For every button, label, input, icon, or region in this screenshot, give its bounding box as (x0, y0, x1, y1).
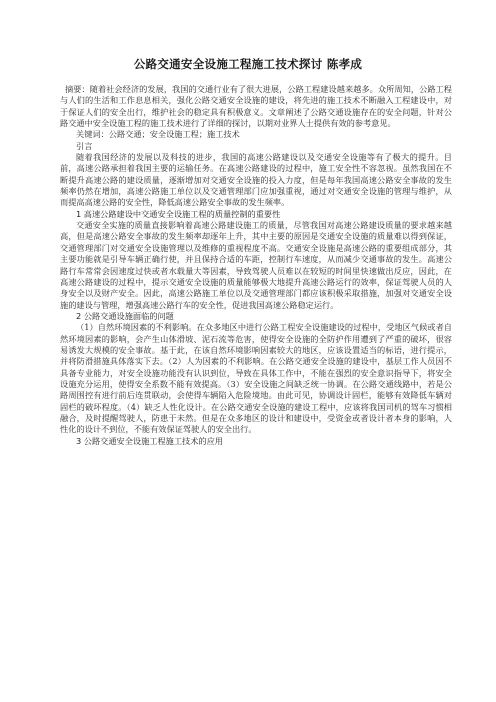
section-1-heading: 1 高速公路建设中交通安全设施工程的质量控制的重要性 (76, 208, 281, 219)
intro-heading: 引言 (76, 140, 93, 151)
section-1-paragraph: 交通安全实施的质量直接影响着高速公路建设施工的质量，尽管我国对高速公路建设质量的要求越来越高，但是高速公路安全事故的发生频率却逐年上升，其中主要的原因是交通安全设施的质量难以得到保证，交通管理部门对交通安全设施管理以及维修的重视程度不高。交通安全设施是高速公路的重要组成部分，其主要功能就是引导车辆正确行使，并且保持合适的车距，控制行车速度，从而减少交通事故的发生。高速公路行车常常会因速度过快或者水载量大等因素，导致驾驶人员难以在较短的时间里快速做出反应，因此，在高速公路建设的过程中，提示交通安全设施的质量能够极大地提升高速公路运行的效率，保证驾驶人员的人身安全以及财产安全。因此，高速公路施工单位以及交通管理部门都应该积极采取措施，加强对交通安全设施的建设与管理，增强高速公路行车的安全性，促进我国高速公路稳定运行。 (60, 220, 452, 310)
keywords-paragraph: 关键词：公路交通；安全设施工程；施工技术 (76, 129, 240, 140)
page-title: 公路交通安全设施工程施工技术探讨 陈孝成 (133, 57, 363, 71)
article-body (60, 84, 452, 447)
section-3-heading: 3 公路交通安全设施工程施工技术的应用 (76, 435, 223, 446)
section-2-paragraph: （1）自然环境因素的不利影响。在众多地区中进行公路工程安全设施建设的过程中，受地区气候或者自然环境因素的影响，会产生山体滑坡、泥石流等危害，使得安全设施的全防护作用遭到了严重的破坏，很容易诱发大规模的安全事故。基于此，在该自然环境影响因素较大的地区，应该设置适当的标语，进行提示，并将防滑措施具体落实下去。（2）人为因素的不利影响。在公路交通安全设施的建设中，基层工作人员因不具备专业能力，对安全设施功能没有认识到位，导致在具体工作中，不能在强烈的安全意识指导下，将安全设施充分运用，使得安全系数不能有效提高。（3）安全设施之间缺乏统一协调。在公路交通线路中，若是公路周围控有进行前后连贯联动，会使得车辆陷入危险境地。由此可见，协调设计固栏，能够有效降低车辆对固栏的破坏程度。（4）缺乏人性化设计。在公路交通安全设施的建设工程中，应该将我国司机的驾车习惯相融合，及时提醒驾驶人，防患于未然。但是在众多地区的设计和建设中，受资金或者设计者本身的影响，人性化的设计不到位，不能有效保证驾驶人的安全出行。 (60, 322, 452, 435)
intro-paragraph: 随着我国经济的发展以及科技的进步，我国的高速公路建设以及交通安全设施等有了极大的提升。目前，高速公路承担着我国主要的运输任务。在高速公路建设的过程中，施工安全性不容忽视。虽然我国在不断提升高速公路的建设质量，逐渐增加对交通安全设施的投入力度，但是每年我国高速公路安全事故的发生频率仍然在增加，高速公路施工单位以及交通管理部门应加强重视，通过对交通安全设施的管理与维护，从而提高高速公路的安全性，降低高速公路安全事故的发生频率。 (60, 152, 452, 208)
abstract-paragraph: 摘要：随着社会经济的发展，我国的交通行业有了很大进展，公路工程建设越来越多。众所周知，公路工程与人们的生活和工作息息相关，强化公路交通安全设施的建设，将先进的施工技术不断融入工程建设中，对于保证人们的安全出行，维护社会的稳定具有积极意义。文章阐述了公路交通设施存在的安全问题，针对公路交通中安全设施工程的施工技术进行了详细的探讨，以期对业界人士提供有效的参考意见。 (60, 84, 452, 129)
section-2-heading: 2 公路交通设施面临的问题 (76, 310, 174, 321)
